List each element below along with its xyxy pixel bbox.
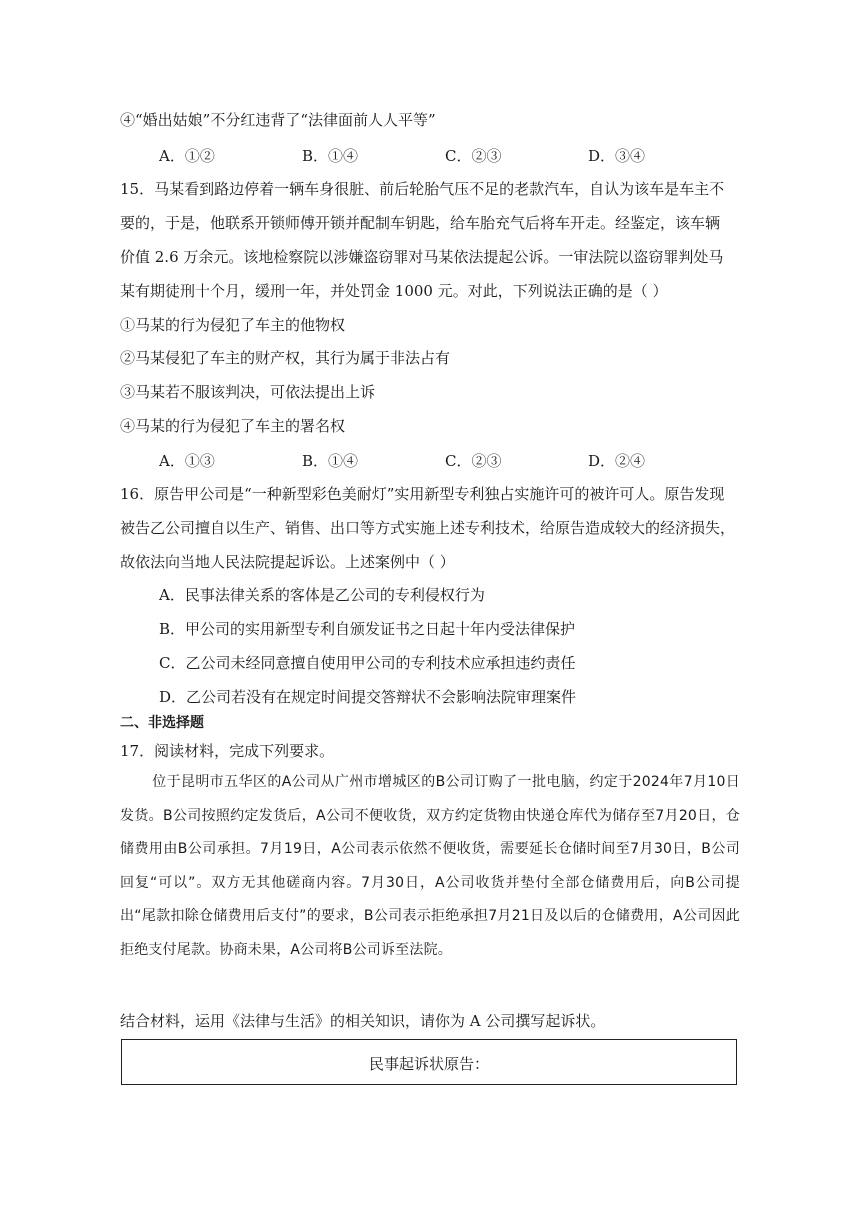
q15-statement-2: ②马某侵犯了车主的财产权，其行为属于非法占有 [120, 349, 451, 367]
q17-material-text: 位于昆明市五华区的A公司从广州市增城区的B公司订购了一批电脑，约定于2024年7月10日发货。B公司按照约定发货后，A公司不便收货，双方约定货物由快递仓库代为储存至7月20日，仓储费用由B公司承担。7月19日，A公司表示依然不便收货，需要延长仓储时间至7月30日，B公司回复“可以”。双方无其他磋商内容。7月30日，A公司收货并垫付全部仓储费用后，向B公司提出“尾款扣除仓储费用后支付”的要求，B公司表示拒绝承担7月21日及以后的仓储费用，A公司因此拒绝支付尾款。协商未果，A公司将B公司诉至法院。 [120, 774, 740, 958]
q14-option-a: A．①② [159, 147, 215, 165]
q16-stem-line: 被告乙公司擅自以生产、销售、出口等方式实施上述专利技术，给原告造成较大的经济损失， [120, 519, 736, 537]
q17-material [120, 766, 740, 967]
q15-statement-3: ③马某若不服该判决，可依法提出上诉 [120, 383, 376, 401]
section-heading: 二、非选择题 [120, 715, 204, 731]
q15-stem-line: 价值 2.6 万余元。该地检察院以涉嫌盗窃罪对马某依法提起公诉。一审法院以盗窃罪判处马 [120, 248, 724, 266]
q17-stem: 17．阅读材料，完成下列要求。 [120, 742, 335, 760]
q14-option-b: B．①④ [302, 147, 359, 165]
q17-requirement: 结合材料，运用《法律与生活》的相关知识，请你为 A 公司撰写起诉状。 [120, 1012, 606, 1030]
q15-stem-line: 15．马某看到路边停着一辆车身很脏、前后轮胎气压不足的老款汽车，自认为该车是车主不 [120, 180, 725, 198]
q15-option-a: A．①③ [159, 452, 215, 470]
answer-box [121, 1039, 737, 1085]
q15-option-b: B．①④ [302, 452, 359, 470]
q15-statement-4: ④马某的行为侵犯了车主的署名权 [120, 417, 346, 435]
q14-options [159, 145, 759, 166]
q16-option-d: D．乙公司若没有在规定时间提交答辩状不会影响法院审理案件 [159, 688, 577, 706]
q15-options [159, 450, 759, 471]
q15-option-c: C．②③ [445, 452, 502, 470]
q16-option-a: A．民事法律关系的客体是乙公司的专利侵权行为 [159, 586, 485, 604]
q16-option-b: B．甲公司的实用新型专利自颁发证书之日起十年内受法律保护 [159, 620, 576, 638]
q16-stem-line: 故依法向当地人民法院提起诉讼。上述案例中（ ） [120, 553, 455, 571]
q14-option-d: D．③④ [588, 147, 646, 165]
q14-option-c: C．②③ [445, 147, 502, 165]
q15-stem-line: 要的，于是，他联系开锁师傅开锁并配制车钥匙，给车胎充气后将车开走。经鉴定，该车辆 [120, 214, 721, 232]
q15-statement-1: ①马某的行为侵犯了车主的他物权 [120, 316, 346, 334]
q15-stem-line: 某有期徒刑十个月，缓刑一年，并处罚金 1000 元。对此，下列说法正确的是（ ） [120, 282, 668, 300]
q16-stem-line: 16．原告甲公司是“一种新型彩色美耐灯”实用新型专利独占实施许可的被许可人。原告发现 [120, 485, 725, 503]
q14-statement-4: ④“婚出姑娘”不分红违背了“法律面前人人平等” [120, 111, 436, 129]
q16-option-c: C．乙公司未经同意擅自使用甲公司的专利技术应承担违约责任 [159, 654, 576, 672]
q15-option-d: D．②④ [588, 452, 646, 470]
answer-box-title: 民事起诉状原告： [368, 1055, 489, 1073]
